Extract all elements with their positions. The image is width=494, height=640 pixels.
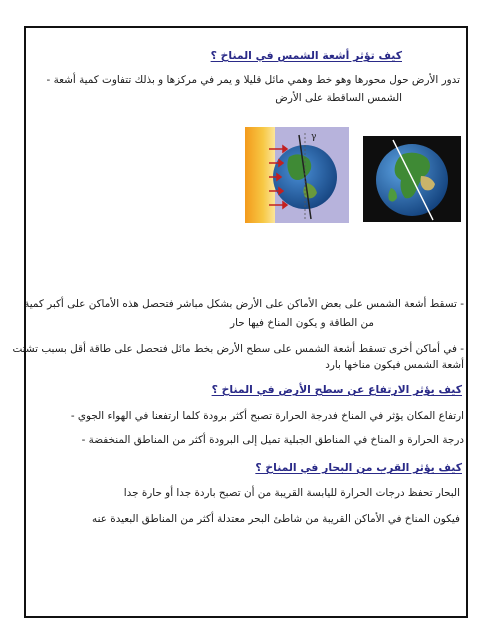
section-heading-altitude: كيف يؤثر الارتفاع عن سطح الأرض في المناخ ؟ <box>211 383 462 396</box>
section-heading-sunlight: كيف تؤثر أشعة الشمس في المناخ ؟ <box>210 49 402 62</box>
sunlight-tilted-earth-diagram <box>245 127 349 223</box>
paragraph-line: فيكون المناخ في الأماكن القريبة من شاطئ البحر معتدلة أكثر من المناطق البعيدة عنه <box>92 513 460 525</box>
paragraph-line: - تسقط أشعة الشمس على بعض الأماكن على الأرض بشكل مباشر فتحصل هذه الأماكن على أكبر كمية <box>24 298 464 310</box>
paragraph-line: من الطاقة و يكون المناخ فيها حار <box>230 317 374 329</box>
paragraph-line: أشعة الشمس فيكون مناخها بارد <box>325 359 464 371</box>
paragraph-line: البحار تحفظ درجات الحرارة لليابسة القريبة من أن تصبح باردة جدا أو حارة جدا <box>123 487 460 499</box>
paragraph-line: درجة الحرارة و المناخ في المناطق الجبلية تميل إلى البرودة أكثر من المناطق المنخفضة - <box>81 434 464 446</box>
paragraph-line: - في أماكن أخرى تسقط أشعة الشمس على سطح الأرض بخط مائل فتحصل على طاقة أقل بسبب تشتت <box>12 343 464 355</box>
section-heading-seas: كيف يؤثر القرب من البحار في المناخ ؟ <box>255 461 462 474</box>
svg-text:γ: γ <box>311 132 317 142</box>
paragraph-line: تدور الأرض حول محورها وهو خط وهمي مائل قليلا و يمر في مركزها و بذلك تتفاوت كمية أشعة - <box>46 74 460 86</box>
paragraph-line: الشمس الساقطة على الأرض <box>275 92 402 104</box>
paragraph-line: ارتفاع المكان يؤثر في المناخ فدرجة الحرارة تصبح أكثر برودة كلما ارتفعنا في الهواء الجوي - <box>70 410 464 422</box>
earth-globe-axis-image <box>363 136 461 222</box>
